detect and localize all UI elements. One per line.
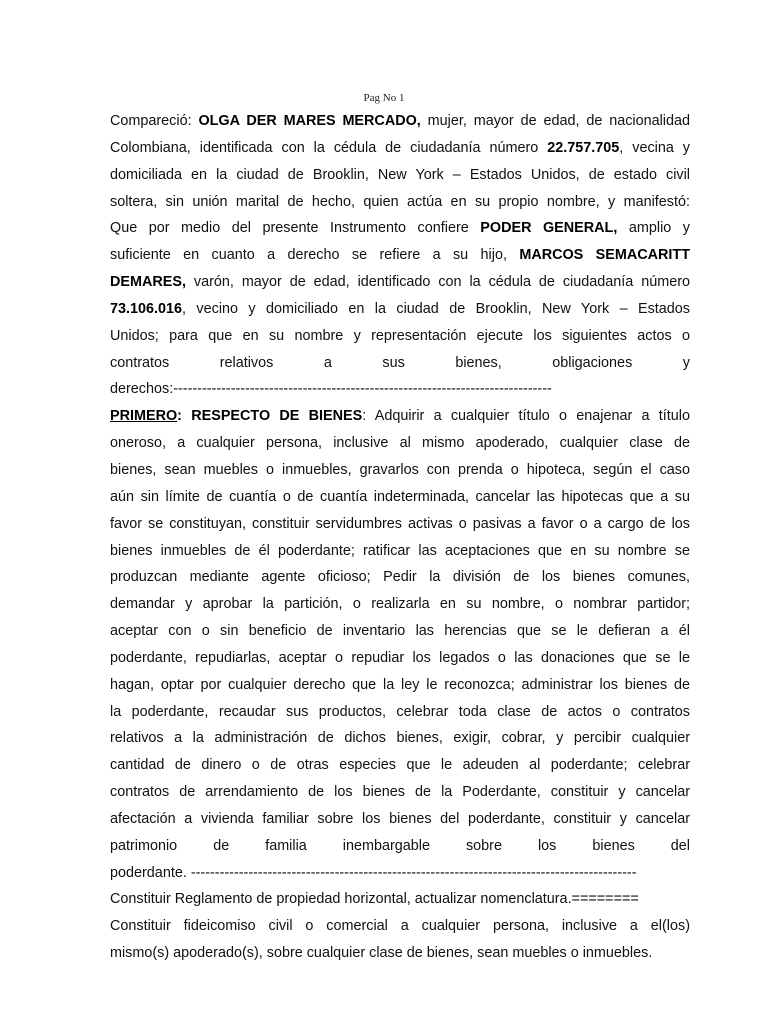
bold-text-segment: PRIMERO bbox=[110, 408, 178, 425]
text-line bbox=[110, 725, 690, 752]
text-segment: produzcan mediante agente oficioso; Pedir la división de los bienes comunes, bbox=[110, 569, 690, 586]
text-segment: varón, mayor de edad, identificado con la cédula de ciudadanía número bbox=[185, 274, 690, 291]
text-segment: , vecino y domiciliado en la ciudad de Brooklin, New York – Estados bbox=[182, 300, 690, 317]
text-segment: relativos a la administración de dichos bienes, exigir, cobrar, y percibir cualquier bbox=[110, 730, 690, 747]
bold-text-segment: OLGA DER MARES MERCADO, bbox=[198, 113, 421, 129]
text-segment: suficiente en cuanto a derecho se refiere a su hijo, bbox=[110, 247, 520, 264]
text-segment: , vecina y bbox=[619, 139, 690, 156]
text-segment: patrimonio de familia inembargable sobre los bienes del bbox=[110, 837, 690, 854]
bold-text-segment: 73.106.016 bbox=[110, 300, 183, 317]
text-segment: la poderdante, recaudar sus productos, celebrar toda clase de actos o contratos bbox=[110, 703, 690, 720]
text-segment: amplio y bbox=[617, 220, 690, 237]
text-line bbox=[110, 779, 690, 806]
text-line bbox=[110, 215, 690, 242]
text-segment: aún sin límite de cuantía o de cuantía indeterminada, cancelar las hipotecas que a su bbox=[110, 488, 690, 505]
text-segment: afectación a vivienda familiar sobre los bienes del poderdante, constituir y cancelar bbox=[110, 810, 690, 827]
text-line bbox=[110, 108, 690, 135]
text-segment: contratos de arrendamiento de los bienes de la Poderdante, constituir y cancelar bbox=[110, 784, 690, 801]
text-segment: soltera, sin unión marital de hecho, quien actúa en su propio nombre, y manifestó: bbox=[110, 193, 690, 210]
text-line bbox=[110, 162, 690, 189]
text-line bbox=[110, 135, 690, 162]
text-segment: contratos relativos a sus bienes, obligaciones y bbox=[110, 354, 690, 371]
text-line bbox=[110, 484, 690, 511]
text-segment: hagan, optar por cualquier derecho que la ley le reconozca; administrar los bienes de bbox=[110, 676, 690, 693]
text-segment: Compareció: bbox=[110, 113, 199, 129]
text-line bbox=[110, 940, 690, 967]
text-segment: Constituir fideicomiso civil o comercial a cualquier persona, inclusive a el(los) bbox=[110, 918, 690, 935]
bold-text-segment: DEMARES, bbox=[110, 274, 186, 291]
text-segment: aceptar con o sin beneficio de inventario las herencias que se le defieran a él bbox=[110, 623, 690, 640]
text-segment: Colombiana, identificada con la cédula de ciudadanía número bbox=[110, 139, 548, 156]
text-segment: cantidad de dinero o de otras especies que le adeuden al poderdante; celebrar bbox=[110, 757, 690, 774]
text-line bbox=[110, 430, 690, 457]
text-line bbox=[110, 591, 690, 618]
text-line bbox=[110, 269, 690, 296]
bold-text-segment: PODER GENERAL, bbox=[480, 220, 618, 237]
bold-text-segment: MARCOS SEMACARITT bbox=[519, 247, 690, 264]
text-segment: derechos:------------------------------------------------------------------------------- bbox=[110, 381, 552, 398]
text-line bbox=[110, 860, 690, 887]
text-segment: poderdante. --------------------------------------------------------------------------------------------- bbox=[110, 864, 637, 881]
text-segment: bienes inmuebles de él poderdante; ratificar las aceptaciones que en su nombre se bbox=[110, 542, 690, 559]
text-segment: : Adquirir a cualquier título o enajenar a título bbox=[362, 408, 690, 425]
text-line bbox=[110, 672, 690, 699]
page-number: Pag No 1 bbox=[363, 92, 405, 104]
text-segment: demandar y aprobar la partición, o realizarla en su nombre, o nombrar partidor; bbox=[110, 596, 690, 613]
text-line bbox=[110, 913, 690, 940]
text-line bbox=[110, 350, 690, 377]
text-line bbox=[110, 511, 690, 538]
text-line bbox=[110, 806, 690, 833]
text-line bbox=[110, 699, 690, 726]
text-line bbox=[110, 457, 690, 484]
text-segment: Constituir Reglamento de propiedad horizontal, actualizar nomenclatura.======== bbox=[110, 891, 639, 908]
text-segment: Que por medio del presente Instrumento confiere bbox=[110, 220, 481, 237]
bold-text-segment: 22.757.705 bbox=[547, 139, 620, 156]
text-segment: favor se constituyan, constituir servidumbres activas o pasivas a favor o a cargo de los bbox=[110, 515, 690, 532]
text-line bbox=[110, 538, 690, 565]
text-line bbox=[110, 564, 690, 591]
text-segment: Unidos; para que en su nombre y representación ejecute los siguientes actos o bbox=[110, 327, 690, 344]
text-segment: oneroso, a cualquier persona, inclusive al mismo apoderado, cualquier clase de bbox=[110, 435, 690, 452]
text-line bbox=[110, 189, 690, 216]
text-line bbox=[110, 376, 690, 403]
text-line bbox=[110, 296, 690, 323]
text-line bbox=[110, 645, 690, 672]
text-line bbox=[110, 242, 690, 269]
document-body bbox=[110, 108, 690, 967]
text-line bbox=[110, 403, 690, 430]
text-line bbox=[110, 323, 690, 350]
text-line bbox=[110, 618, 690, 645]
text-segment: bienes, sean muebles o inmuebles, gravarlos con prenda o hipoteca, según el caso bbox=[110, 461, 690, 478]
text-line bbox=[110, 833, 690, 860]
text-line bbox=[110, 886, 690, 913]
bold-text-segment: : RESPECTO DE BIENES bbox=[177, 408, 363, 425]
text-segment: mujer, mayor de edad, de nacionalidad bbox=[420, 113, 690, 129]
text-line bbox=[110, 752, 690, 779]
text-segment: mismo(s) apoderado(s), sobre cualquier clase de bienes, sean muebles o inmuebles. bbox=[110, 945, 653, 962]
text-segment: poderdante, repudiarlas, aceptar o repudiar los legados o las donaciones que se le bbox=[110, 649, 690, 666]
text-segment: domiciliada en la ciudad de Brooklin, New York – Estados Unidos, de estado civil bbox=[110, 166, 690, 183]
